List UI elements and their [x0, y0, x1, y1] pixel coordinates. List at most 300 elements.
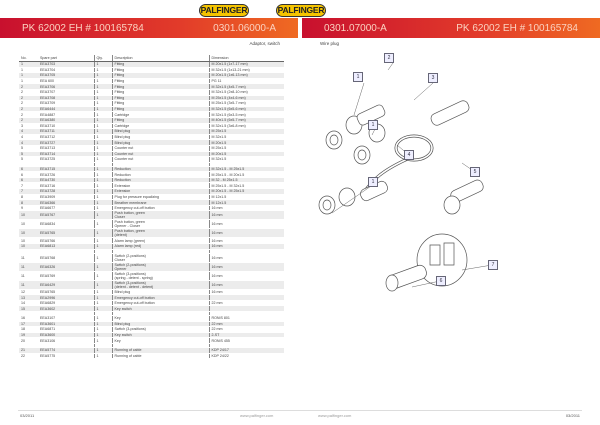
cell-qty-text: 1 [96, 244, 99, 249]
cell-qty [94, 280, 112, 289]
col-qty: Qty. [94, 55, 112, 62]
callout-4: 4 [404, 150, 414, 160]
table-row [19, 280, 284, 289]
cell-spare-part-text: EEA5765 [40, 231, 56, 236]
cell-qty-text: 1 [96, 289, 99, 294]
cell-description-line2: Closer [114, 257, 125, 262]
cell-description-line2: Closer [114, 215, 125, 220]
cell-spare-part-text: EEA3712 [40, 135, 56, 140]
cell-dimension-text: M 32x1.5 (2x8-10 mm) [211, 90, 248, 95]
cell-spare-part-text: EEA3726 [40, 172, 56, 177]
cell-spare-part-text: EEA5774 [40, 348, 56, 353]
page-code: 0301.06000-A [213, 22, 276, 34]
cell-description-text: Switch (3-positions) [114, 327, 146, 332]
cell-dimension-text: M 20x1.5 (1x6-13 mm) [211, 73, 248, 78]
cell-qty-text: 1 [96, 301, 99, 306]
cell-description-line2: (detent - detent - detent) [114, 284, 154, 289]
cell-dimension-text: M 32 - M 25x1.5 [211, 178, 238, 183]
cell-spare-part [38, 211, 94, 220]
cell-no-text: 21 [21, 348, 25, 353]
cell-no-text: 2 [21, 95, 23, 100]
cell-description-text: Reduction [114, 172, 131, 177]
cell-no-text: 2 [21, 84, 23, 89]
cell-no-text: 2 [21, 107, 23, 112]
cell-description [112, 280, 209, 289]
table-row [19, 353, 284, 359]
cell-no-text: 6 [21, 166, 23, 171]
cell-dimension [209, 262, 284, 271]
cell-spare-part [38, 253, 94, 262]
cell-qty-text: 1 [96, 194, 99, 199]
cell-no-text: 20 [21, 338, 25, 343]
cell-description-text: Key [114, 316, 121, 321]
cell-description [112, 229, 209, 238]
cell-no-text: 4 [21, 140, 23, 145]
cell-qty-text: 1 [96, 353, 99, 358]
cell-no [19, 253, 38, 262]
cell-no-text: 7 [21, 189, 23, 194]
cell-qty [94, 211, 112, 220]
cell-spare-part-text: EEA3106 [40, 338, 56, 343]
cell-qty-text: 1 [96, 95, 99, 100]
cell-dimension-text: M 20x1.5 [211, 140, 227, 145]
cell-no-text: 2 [21, 112, 23, 117]
cell-description-text: Fitting [114, 101, 125, 106]
cell-dimension-text: M 32x1.5 (6x5-6 mm) [211, 107, 246, 112]
cell-dimension-text: M 32x1.5 (1x13-21 mm) [211, 67, 250, 72]
cell-description-text: Emergency cut-off button [114, 206, 155, 211]
cell-no-text: 6 [21, 172, 23, 177]
cell-description-text: Fitting [114, 84, 125, 89]
cell-no [19, 271, 38, 280]
cell-description-text: Fitting [114, 73, 125, 78]
cell-dimension [209, 353, 284, 359]
cell-spare-part [38, 220, 94, 229]
cell-no-text: 11 [21, 273, 25, 278]
cell-description-text: Counter nut [114, 146, 134, 151]
cell-description-text: Fitting [114, 79, 125, 84]
cell-dimension-text: 16 mm [211, 273, 223, 278]
cell-spare-part-text: EEA6813 [40, 244, 56, 249]
cell-no-text: 3 [21, 123, 23, 128]
cell-dimension-text: M 12x1.5 [211, 194, 227, 199]
model-number: PK 62002 EH # 100165784 [22, 22, 144, 34]
cell-description-text: Alarm lamp (green) [114, 238, 146, 243]
cell-dimension-text: M 20x1.5 [211, 151, 227, 156]
cell-description-text: Blind plug [114, 135, 131, 140]
callout-2: 2 [384, 53, 394, 63]
cell-description-text: Fitting [114, 90, 125, 95]
cell-qty-text: 1 [96, 140, 99, 145]
cell-qty-text: 1 [96, 222, 99, 227]
cell-dimension-text: M 32x1.5 [211, 135, 227, 140]
cell-dimension-text: M 20x1.5 (1x7-17 mm) [211, 62, 248, 67]
cell-no-text: 5 [21, 157, 23, 162]
cell-qty-text: 1 [96, 90, 99, 95]
col-description: Description [112, 55, 209, 62]
cell-qty [94, 353, 112, 359]
cell-dimension-text: 16 mm [211, 213, 223, 218]
cell-description-text: Running of cable [114, 348, 142, 353]
cell-qty-text: 1 [96, 316, 99, 321]
cell-qty-text: 1 [96, 151, 99, 156]
cell-description-text: Breather membrane [114, 200, 147, 205]
callout-3: 3 [428, 73, 438, 83]
cell-qty-text: 1 [96, 135, 99, 140]
cell-no-text: 5 [21, 146, 23, 151]
cell-qty-text: 1 [96, 255, 99, 260]
cell-qty-text: 1 [96, 206, 99, 211]
cell-spare-part-text: EEA4730 [40, 178, 56, 183]
cell-qty-text: 1 [96, 282, 99, 287]
cell-dimension-text: M 25x1.5 (3x5-7 mm) [211, 101, 246, 106]
table-row [19, 211, 284, 220]
callout-1: 1 [368, 120, 378, 130]
cell-dimension-text: RONIS 455 [211, 338, 230, 343]
cell-dimension-text: 22 mm [211, 327, 223, 332]
cell-description-text: Extension [114, 189, 131, 194]
cell-no-text: 8 [21, 200, 23, 205]
cell-no [19, 220, 38, 229]
cell-qty-text: 1 [96, 306, 99, 311]
cell-no [19, 280, 38, 289]
cell-description-text: Blind plug [114, 321, 131, 326]
palfinger-logo: PALFINGER [277, 5, 325, 15]
cell-dimension [209, 271, 284, 280]
cell-qty-text: 1 [96, 118, 99, 123]
table-row [19, 271, 284, 280]
cell-qty-text: 1 [96, 264, 99, 269]
callout-7: 7 [488, 260, 498, 270]
cell-spare-part [38, 353, 94, 359]
cell-dimension [209, 280, 284, 289]
cell-no-text: 7 [21, 183, 23, 188]
cell-qty-text: 1 [96, 238, 99, 243]
cell-description-text: Blind plug [114, 289, 131, 294]
cell-dimension-text: 16 mm [211, 231, 223, 236]
cell-spare-part-text: EEA6429 [40, 282, 56, 287]
cell-qty-text: 1 [96, 84, 99, 89]
cell-spare-part-text: EEA3909 [40, 194, 56, 199]
cell-qty-text: 1 [96, 183, 99, 188]
cell-spare-part-text: EEA3725 [40, 157, 56, 162]
cell-dimension [209, 211, 284, 220]
cell-spare-part-text: EEA6829 [40, 301, 56, 306]
cell-description-text: Counter nut [114, 151, 134, 156]
cell-dimension-text: KDP 24/22 [211, 353, 229, 358]
cell-dimension-text: M 32x1.5 (4x5-7 mm) [211, 84, 246, 89]
cell-no-text: 11 [21, 282, 25, 287]
cell-no-text: 14 [21, 301, 25, 306]
callout-6: 6 [436, 276, 446, 286]
cell-dimension-text: M 20x1.5 - M 25x1.5 [211, 189, 245, 194]
col-spare-part: Spare part [38, 55, 94, 62]
cell-spare-part-text: EEA5769 [40, 273, 56, 278]
footer-date: 03/2011 [565, 413, 580, 418]
cell-dimension-text: KDP 24/17 [211, 348, 229, 353]
page-title: Wire plug [320, 41, 340, 46]
wire-plug-diagram [302, 45, 600, 365]
cell-qty-text: 1 [96, 333, 99, 338]
header-band-left [0, 18, 298, 38]
cell-no-text: 1 [21, 62, 23, 67]
cell-description-text: Switch (2-positions) [114, 253, 146, 258]
cell-dimension [209, 229, 284, 238]
cell-dimension-text: M 12x1.5 [211, 200, 227, 205]
cell-dimension-text: 16 mm [211, 238, 223, 243]
cell-spare-part-text: EEA2996 [40, 295, 56, 300]
cell-qty-text: 1 [96, 112, 99, 117]
spare-parts-table [19, 55, 284, 359]
cell-no-text: 16 [21, 316, 25, 321]
cell-no-text: 1 [21, 73, 23, 78]
cell-description-text: Reduction [114, 178, 131, 183]
cell-qty-text: 1 [96, 273, 99, 278]
table-row [19, 220, 284, 229]
cell-qty [94, 220, 112, 229]
cell-description-text: Push button, green [114, 220, 145, 225]
cell-no-text: 13 [21, 295, 25, 300]
cell-description-text: Switch (3-positions) [114, 271, 146, 276]
cell-qty-text: 1 [96, 338, 99, 343]
cell-description-text: Key [114, 338, 121, 343]
cell-no-text: 10 [21, 231, 25, 236]
cell-no-text: 8 [21, 194, 23, 199]
cell-description [112, 353, 209, 359]
cell-spare-part-text: EEA5768 [40, 255, 56, 260]
cell-description-text: Push button, green [114, 211, 145, 216]
cell-spare-part [38, 262, 94, 271]
cell-spare-part-text: EEA3704 [40, 67, 56, 72]
page-code: 0301.07000-A [324, 22, 387, 34]
cell-qty-text: 1 [96, 157, 99, 162]
cell-spare-part-text: EEA3600 [40, 333, 56, 338]
cell-dimension-text: M 25x1.5 - M 20x1.5 [211, 172, 245, 177]
cell-description-line2: (detent) [114, 233, 127, 238]
callout-1: 1 [353, 72, 363, 82]
cell-spare-part-text: EEA3706 [40, 84, 56, 89]
cell-dimension-text: 16 mm [211, 289, 223, 294]
cell-no-text: 19 [21, 333, 25, 338]
cell-no-text: 10 [21, 222, 25, 227]
cell-description-text: Plug for pressure equalizing [114, 194, 160, 199]
cell-dimension-text: 16 mm [211, 264, 223, 269]
cell-spare-part-text: EEA3711 [40, 129, 55, 134]
cell-no-text: 11 [21, 264, 25, 269]
cell-dimension-text: 22 mm [211, 321, 223, 326]
cell-qty-text: 1 [96, 123, 99, 128]
cell-spare-part-text: EEA3708 [40, 95, 56, 100]
cell-qty-text: 1 [96, 327, 99, 332]
cell-no-text: 2 [21, 90, 23, 95]
cell-dimension-text: M 25x1.5 (4x4-6 mm) [211, 95, 246, 100]
cell-dimension-text: M 32x1.5 - M 25x1.5 [211, 166, 245, 171]
cell-description [112, 211, 209, 220]
cell-no-text: 6 [21, 178, 23, 183]
cell-description-text: Fitting [114, 62, 125, 67]
cell-description [112, 271, 209, 280]
cell-qty [94, 271, 112, 280]
cell-spare-part-text: EEA4887 [40, 112, 56, 117]
cell-description-text: Alarm lamp (red) [114, 244, 142, 249]
cell-qty-text: 1 [96, 73, 99, 78]
cell-spare-part-text: EEA 600 [40, 79, 54, 84]
cell-spare-part-text: EEA5765 [40, 289, 56, 294]
cell-description-line2: Opener - Closer [114, 224, 141, 229]
cell-spare-part-text: EEA5766 [40, 238, 56, 243]
cell-qty-text: 1 [96, 67, 99, 72]
table-row [19, 229, 284, 238]
cell-spare-part-text: EEA6444 [40, 107, 56, 112]
cell-description-text: Blind plug [114, 129, 131, 134]
cell-description-text: Fitting [114, 118, 125, 123]
cell-qty [94, 253, 112, 262]
cell-spare-part-text: EEA3727 [40, 140, 56, 145]
cell-dimension-text: PG 11 [211, 79, 222, 84]
cell-description-text: Fitting [114, 95, 125, 100]
cell-description-text: Switch (2-positions) [114, 262, 146, 267]
cell-spare-part-text: EEA3703 [40, 62, 56, 67]
cell-no-text: 2 [21, 118, 23, 123]
cell-no-text: 4 [21, 129, 23, 134]
cell-description-text: Fitting [114, 107, 125, 112]
table-row [19, 262, 284, 271]
cell-description-text: Emergency cut-off button [114, 301, 155, 306]
cell-dimension-text: M 32x1.5 [211, 157, 227, 162]
page-title: Adaptor, switch [249, 41, 280, 46]
cell-dimension-text: M 25x1.5 - M 32x1.5 [211, 183, 245, 188]
cell-dimension-text: 16 mm [211, 282, 223, 287]
cell-qty-text: 1 [96, 200, 99, 205]
cell-spare-part-text: EEA3107 [40, 316, 56, 321]
cell-qty-text: 1 [96, 178, 99, 183]
cell-dimension-text: 2-ST [211, 333, 220, 338]
cell-spare-part-text: EEA3713 [40, 146, 56, 151]
cell-description-text: Cartridge [114, 112, 130, 117]
cell-no-text: 1 [21, 67, 23, 72]
cell-description-line2: Opener [114, 266, 127, 271]
footer-date: 03/2011 [20, 413, 35, 418]
cell-qty [94, 229, 112, 238]
cell-dimension-text: M 40x1.5 (6x5-7 mm) [211, 118, 246, 123]
cell-spare-part [38, 271, 94, 280]
cell-no-text: 10 [21, 238, 25, 243]
cell-spare-part-text: EEA6366 [40, 200, 56, 205]
cell-qty-text: 1 [96, 62, 99, 67]
cell-spare-part-text: EEA3716 [40, 183, 56, 188]
cell-dimension-text: 22 mm [211, 301, 223, 306]
cell-no-text: 4 [21, 135, 23, 140]
cell-no-text: 15 [21, 306, 25, 311]
cell-qty-text: 1 [96, 166, 99, 171]
cell-no-text: 10 [21, 244, 25, 249]
cell-qty-text: 1 [96, 107, 99, 112]
cell-spare-part [38, 280, 94, 289]
cell-spare-part-text: EEA6380 [40, 118, 56, 123]
cell-qty-text: 1 [96, 295, 99, 300]
cell-qty-text: 1 [96, 348, 99, 353]
cell-no-text: 5 [21, 151, 23, 156]
cell-description-text: Push button, green [114, 229, 145, 234]
cell-qty [94, 262, 112, 271]
palfinger-logo: PALFINGER [200, 5, 248, 15]
cell-description-text: Running of cable [114, 353, 142, 358]
cell-spare-part-text: EEA3715 [40, 166, 56, 171]
cell-spare-part-text: EEA6677 [40, 206, 56, 211]
cell-qty-text: 1 [96, 189, 99, 194]
cell-no [19, 353, 38, 359]
model-number: PK 62002 EH # 100165784 [456, 22, 578, 34]
cell-spare-part-text: EEA5775 [40, 353, 56, 358]
cell-dimension [209, 253, 284, 262]
cell-no-text: 1 [21, 79, 23, 84]
cell-spare-part-text: EEA6326 [40, 264, 56, 269]
cell-description-text: Emergency cut-off button [114, 295, 155, 300]
cell-description-text: Counter nut [114, 157, 134, 162]
cell-spare-part-text: EEA3709 [40, 101, 56, 106]
cell-spare-part-text: EEA3602 [40, 306, 56, 311]
cell-description-text: Fitting [114, 67, 125, 72]
cell-dimension-text: 16 mm [211, 222, 223, 227]
cell-no-text: 9 [21, 206, 23, 211]
footer-url[interactable]: www.palfinger.com [240, 413, 274, 418]
cell-spare-part-text: EEA5767 [40, 213, 56, 218]
cell-description-text: Blind plug [114, 140, 131, 145]
cell-description-line2: (spring - detent - spring) [114, 275, 153, 280]
header-band-right [302, 18, 600, 38]
cell-description [112, 220, 209, 229]
cell-no-text: 10 [21, 213, 25, 218]
cell-spare-part-text: EEA3710 [40, 123, 56, 128]
footer-divider [18, 410, 582, 411]
col-dimension: Dimension [209, 55, 284, 62]
cell-qty-text: 1 [96, 321, 99, 326]
cell-dimension-text: M 25x1.5 [211, 146, 227, 151]
cell-description [112, 262, 209, 271]
cell-no [19, 262, 38, 271]
cell-dimension-text: M 25x1.5 [211, 129, 227, 134]
cell-qty-text: 1 [96, 172, 99, 177]
cell-spare-part [38, 229, 94, 238]
cell-qty-text: 1 [96, 101, 99, 106]
callout-5: 5 [470, 167, 480, 177]
cell-spare-part-text: EEA3728 [40, 189, 56, 194]
footer-url[interactable]: www.palfinger.com [318, 413, 352, 418]
cell-dimension-text: 16 mm [211, 206, 223, 211]
cell-qty-text: 1 [96, 129, 99, 134]
cell-description-text: Switch (3-positions) [114, 280, 146, 285]
cell-qty-text: 1 [96, 213, 99, 218]
cell-qty-text: 1 [96, 231, 99, 236]
cell-dimension-text: M 32x1.5 (6x3-5 mm) [211, 112, 246, 117]
cell-spare-part-text: EEA6871 [40, 327, 56, 332]
table-row [19, 253, 284, 262]
cell-dimension-text: 16 mm [211, 244, 223, 249]
cell-qty-text: 1 [96, 146, 99, 151]
cell-qty-text: 1 [96, 79, 99, 84]
cell-description-text: Extension [114, 183, 131, 188]
cell-no-text: 12 [21, 289, 25, 294]
cell-no-text: 22 [21, 353, 25, 358]
cell-no-text: 17 [21, 321, 25, 326]
cell-spare-part-text: EEA6834 [40, 222, 56, 227]
cell-description-text: Key switch [114, 333, 132, 338]
col-no: No. [19, 55, 38, 62]
cell-dimension-text: RONIS 801 [211, 316, 230, 321]
cell-no-text: 18 [21, 327, 25, 332]
cell-no [19, 211, 38, 220]
callout-1: 1 [368, 177, 378, 187]
